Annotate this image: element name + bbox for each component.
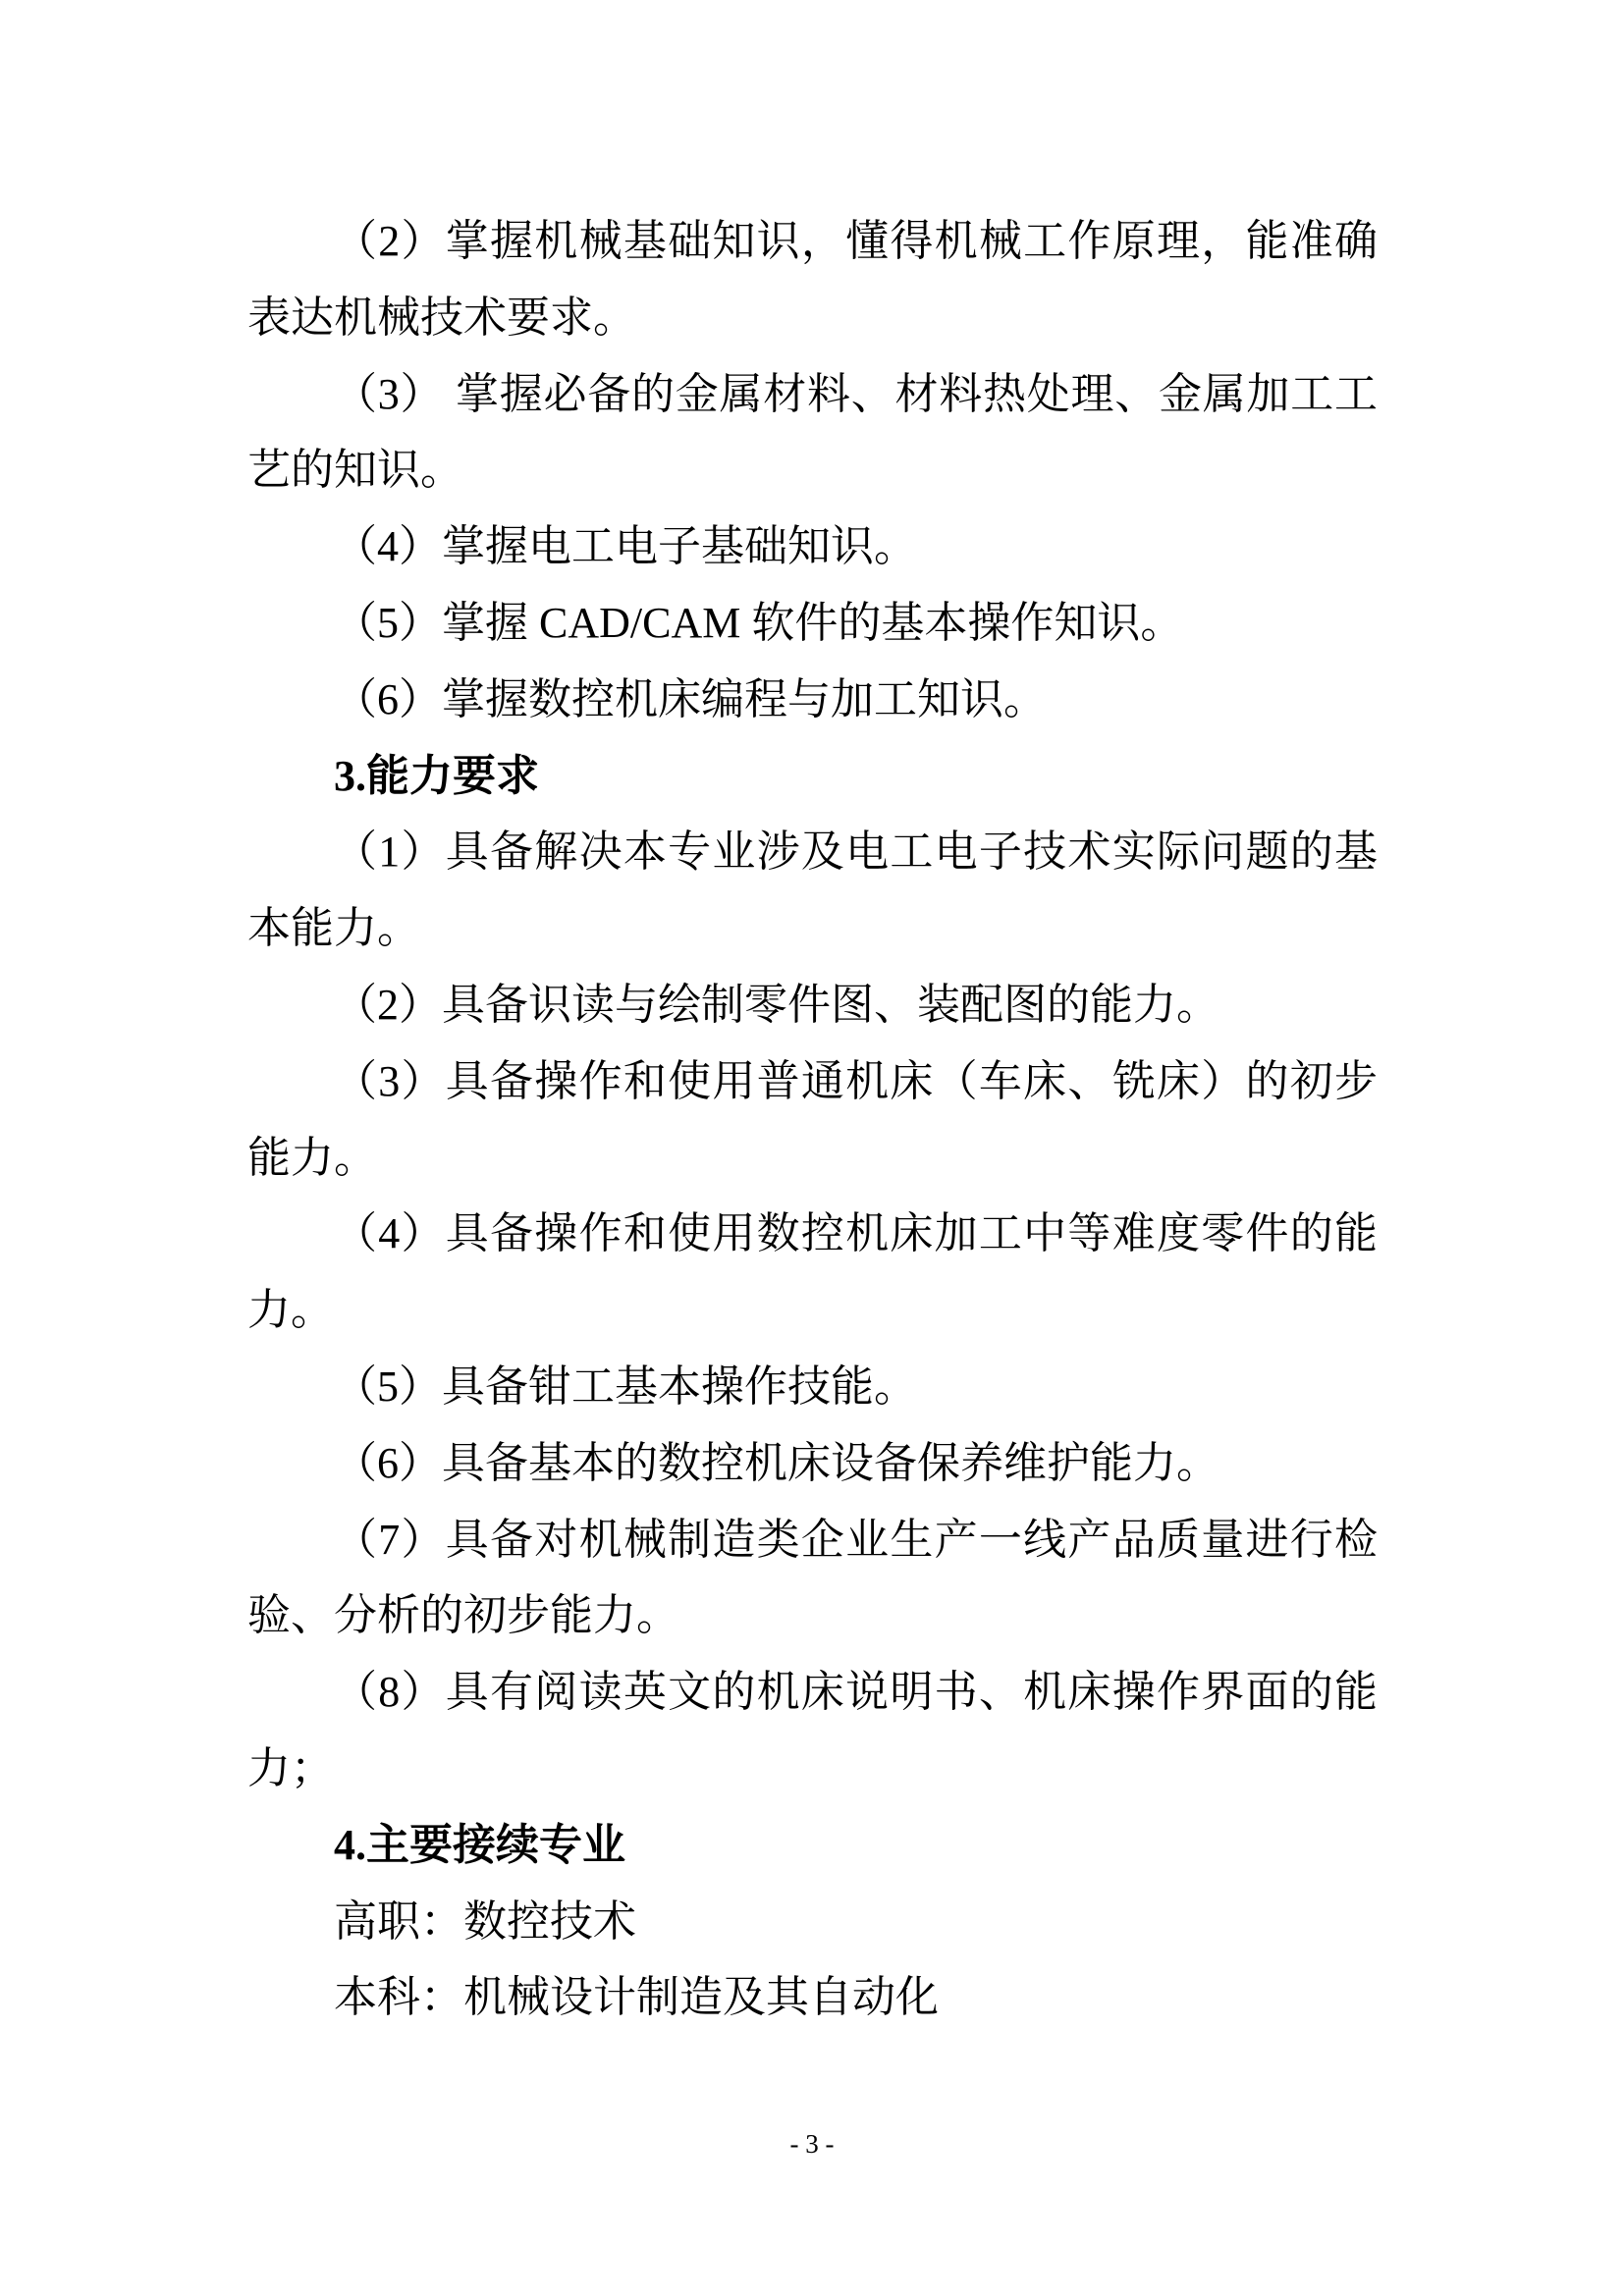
text-line: （8）具有阅读英文的机床说明书、机床操作界面的能 xyxy=(334,1668,1378,1717)
page-number: - 3 - xyxy=(789,2129,835,2159)
text-line: 本科：机械设计制造及其自动化 xyxy=(334,1973,939,2022)
text-line: 能力。 xyxy=(247,1133,377,1182)
text-line: （4）掌握电工电子基础知识。 xyxy=(334,522,917,571)
text-line: （6）掌握数控机床编程与加工知识。 xyxy=(334,674,1047,723)
text-line: 力； xyxy=(247,1743,334,1792)
text-line: 验、分析的初步能力。 xyxy=(247,1591,679,1640)
text-line: （2）掌握机械基础知识，懂得机械工作原理，能准确 xyxy=(334,217,1378,265)
text-line: 本能力。 xyxy=(247,904,420,953)
section-heading: 3.能力要求 xyxy=(334,751,539,800)
text-line: （5）具备钳工基本操作技能。 xyxy=(334,1362,917,1411)
text-line: （2）具备识读与绘制零件图、装配图的能力。 xyxy=(334,980,1219,1029)
text-line: （7）具备对机械制造类企业生产一线产品质量进行检 xyxy=(334,1515,1378,1564)
text-line: （6）具备基本的数控机床设备保养维护能力。 xyxy=(334,1438,1219,1487)
text-line: （3）具备操作和使用普通机床（车床、铣床）的初步 xyxy=(334,1056,1378,1105)
text-line: （5）掌握 CAD/CAM 软件的基本操作知识。 xyxy=(334,598,1184,647)
text-line: 表达机械技术要求。 xyxy=(247,293,636,342)
text-line: （1）具备解决本专业涉及电工电子技术实际问题的基 xyxy=(334,828,1378,877)
text-line: 力。 xyxy=(247,1286,334,1335)
section-heading: 4.主要接续专业 xyxy=(334,1820,625,1869)
text-line: 艺的知识。 xyxy=(247,446,463,495)
text-line: （4）具备操作和使用数控机床加工中等难度零件的能 xyxy=(334,1209,1378,1258)
document-body xyxy=(247,203,1378,2036)
text-line: 高职：数控技术 xyxy=(334,1896,636,1946)
text-line: （3） 掌握必备的金属材料、材料热处理、金属加工工 xyxy=(334,369,1378,418)
